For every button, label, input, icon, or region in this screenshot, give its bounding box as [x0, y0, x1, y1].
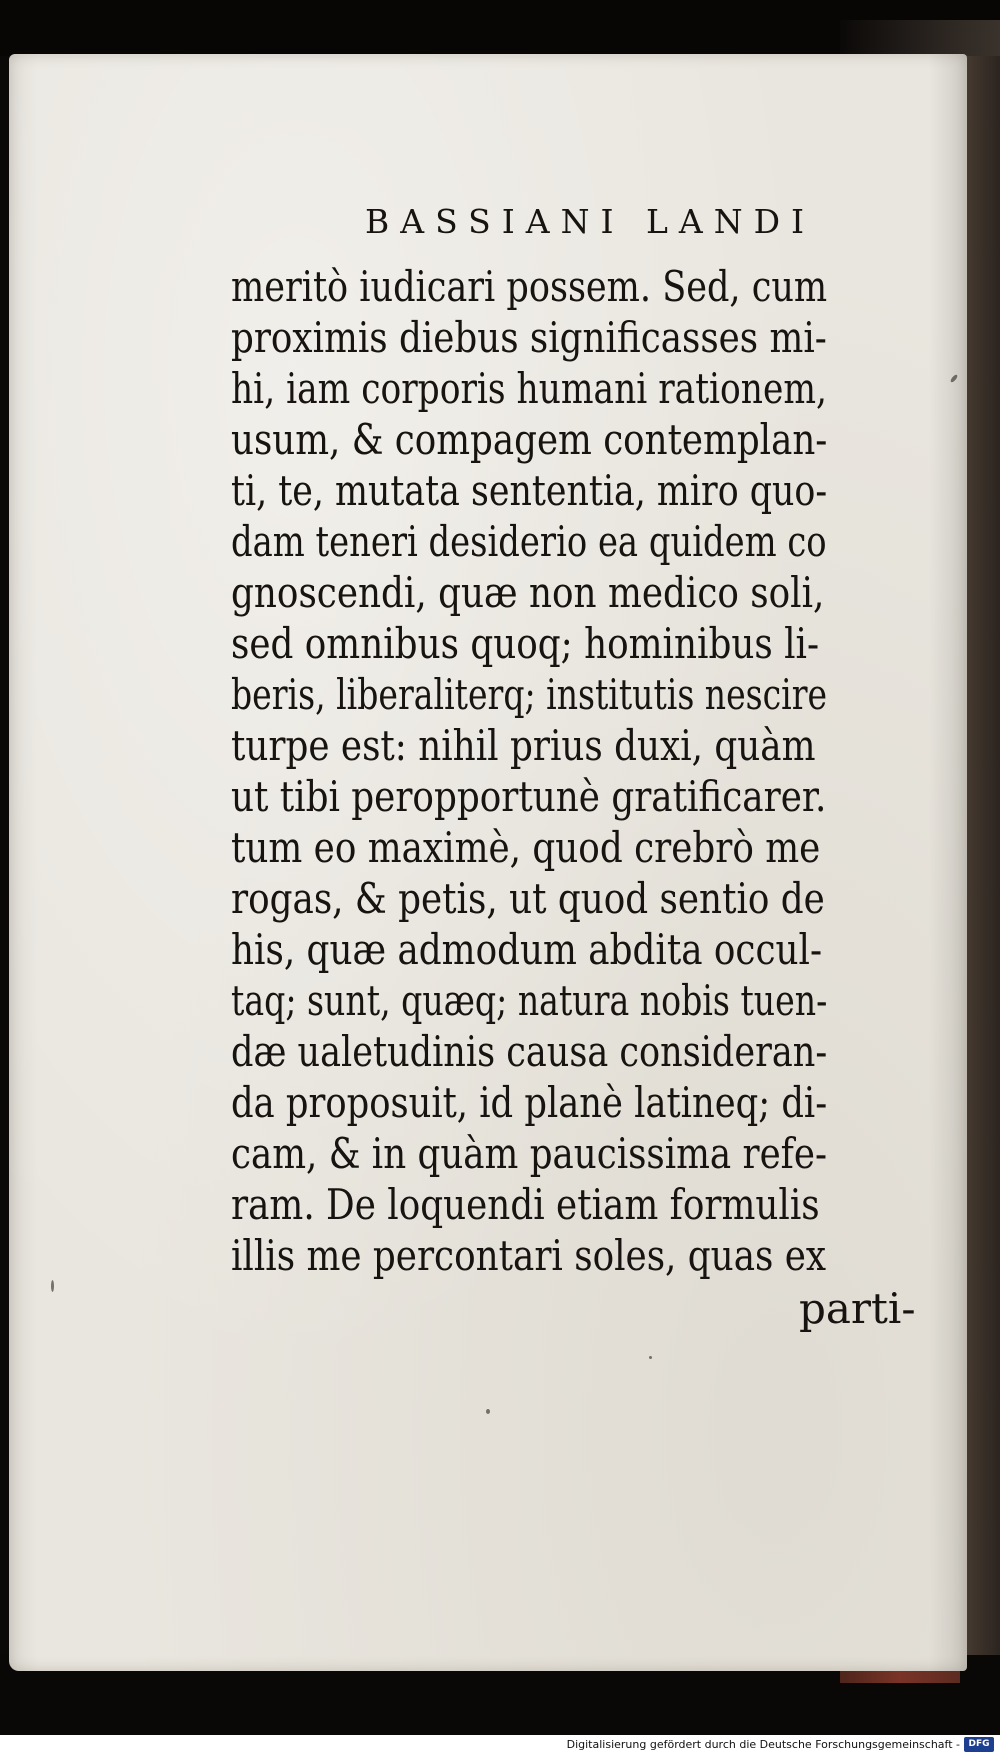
text-line: meritò iudicari possem. Sed, cum	[231, 262, 828, 311]
text-line: cam, & in quàm paucissima refe-	[231, 1129, 828, 1178]
text-line: usum, & compagem contemplan-	[231, 415, 828, 464]
text-line: hi, iam corporis humani rationem,	[231, 364, 827, 413]
dfg-logo: DFG	[964, 1737, 994, 1752]
text-line: proximis diebus significasses mi-	[231, 313, 827, 362]
catchword: parti-	[799, 1284, 916, 1333]
paper-speck	[51, 1280, 54, 1292]
text-line: ut tibi peropportunè gratificarer.	[231, 772, 827, 821]
text-line: dam teneri desiderio ea quidem co	[231, 517, 827, 566]
text-line: dæ ualetudinis causa consideran-	[231, 1027, 828, 1076]
text-line: rogas, & petis, ut quod sentio de	[231, 874, 825, 923]
book-page	[9, 54, 967, 1671]
text-line: ram. De loquendi etiam formulis	[231, 1180, 820, 1229]
paper-speck	[649, 1356, 652, 1359]
text-line: beris, liberaliterq; institutis nescire	[231, 670, 828, 719]
text-line: illis me percontari soles, quas ex	[231, 1231, 827, 1280]
text-line: his, quæ admodum abdita occul-	[231, 925, 823, 974]
footer-bar	[0, 1735, 1000, 1756]
running-head: BASSIANI LANDI	[365, 202, 816, 241]
paper-speck	[950, 374, 959, 383]
paper-speck	[486, 1409, 490, 1414]
text-line: da proposuit, id planè latineq; di-	[231, 1078, 828, 1127]
text-line: ti, te, mutata sententia, miro quo-	[231, 466, 828, 515]
text-line: tum eo maximè, quod crebrò me	[231, 823, 821, 872]
text-line: sed omnibus quoq; hominibus li-	[231, 619, 820, 668]
text-line: gnoscendi, quæ non medico soli,	[231, 568, 825, 617]
text-line: turpe est: nihil prius duxi, quàm	[231, 721, 816, 770]
funding-credit: Digitalisierung gefördert durch die Deutsche Forschungsgemeinschaft -	[566, 1738, 960, 1751]
text-line: taq; sunt, quæq; natura nobis tuen-	[231, 976, 828, 1025]
book-right-edge	[966, 56, 1000, 1696]
